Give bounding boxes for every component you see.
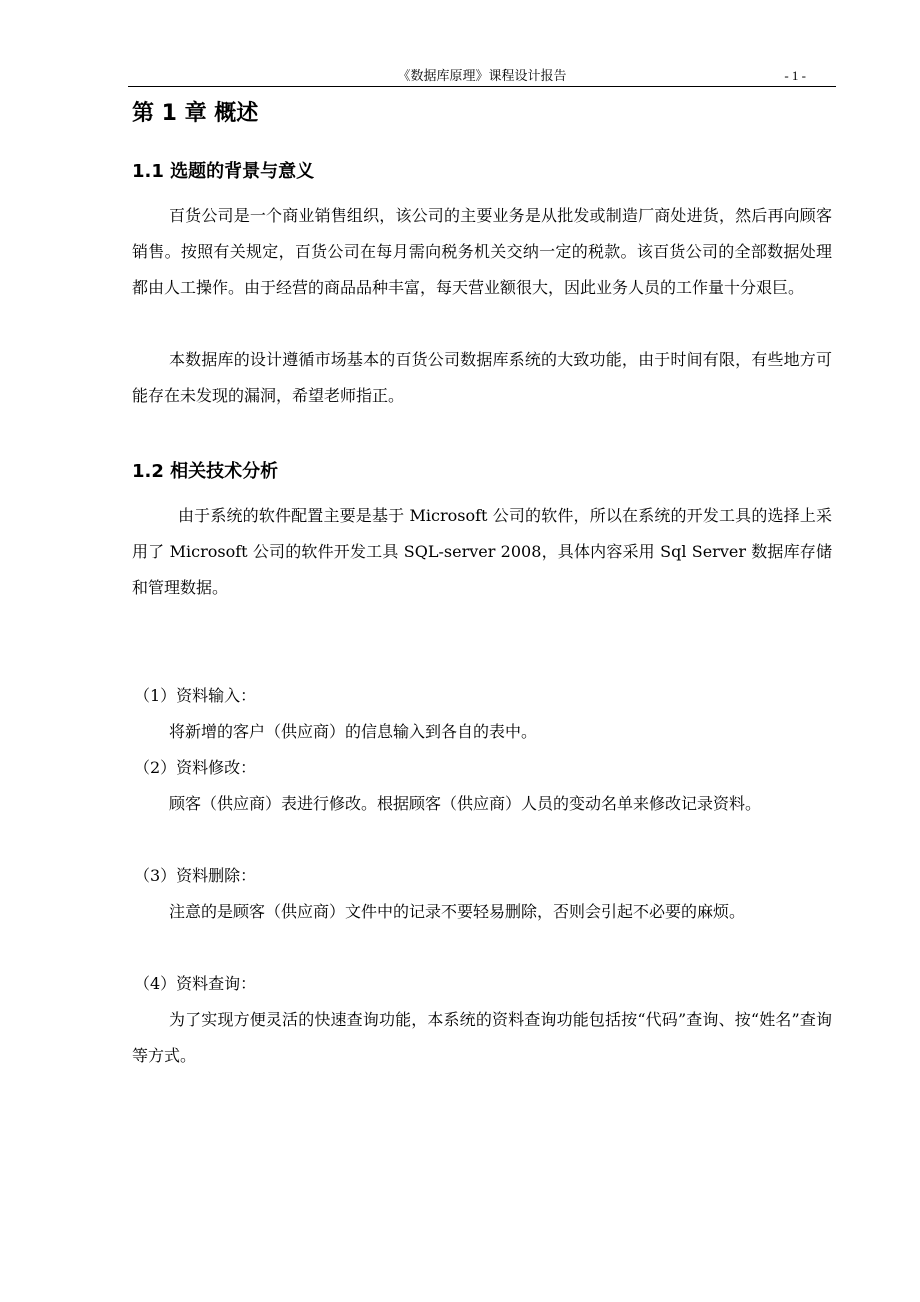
section-title-1-1: 1.1 选题的背景与意义 [132, 161, 315, 182]
section-title-1-2: 1.2 相关技术分析 [132, 461, 279, 482]
chapter-title: 第 1 章 概述 [132, 101, 259, 126]
item-body-modify: 顾客（供应商）表进行修改。根据顾客（供应商）人员的变动名单来修改记录资料。 [169, 794, 762, 813]
section-1-1-paragraph-2: 本数据库的设计遵循市场基本的百货公司数据库系统的大致功能，由于时间有限，有些地方可能存在未发现的漏洞，希望老师指正。 [132, 350, 832, 405]
header-title: 《数据库原理》课程设计报告 [397, 68, 567, 83]
header-divider [128, 86, 836, 87]
page-header [128, 67, 836, 85]
section-1-1-paragraph-1: 百货公司是一个商业销售组织，该公司的主要业务是从批发或制造厂商处进货，然后再向顾客销售。按照有关规定，百货公司在每月需向税务机关交纳一定的税款。该百货公司的全部数据处理都由人工操作。由于经营的商品品种丰富，每天营业额很大，因此业务人员的工作量十分艰巨。 [132, 206, 832, 297]
item-heading-input: （1）资料输入： [134, 686, 257, 705]
item-heading-modify: （2）资料修改： [134, 758, 257, 777]
header-page-number: - 1 - [784, 68, 806, 83]
item-heading-delete: （3）资料删除： [134, 866, 257, 885]
section-1-2-paragraph-1: 由于系统的软件配置主要是基于 Microsoft 公司的软件，所以在系统的开发工具的选择上采用了 Microsoft 公司的软件开发工具 SQL-server 2008，具体内容采用 Sql Server 数据库存储和管理数据。 [132, 506, 832, 597]
item-body-input: 将新增的客户（供应商）的信息输入到各自的表中。 [169, 722, 538, 741]
item-body-delete: 注意的是顾客（供应商）文件中的记录不要轻易删除，否则会引起不必要的麻烦。 [169, 902, 746, 921]
item-heading-query: （4）资料查询： [134, 974, 257, 993]
item-body-query: 为了实现方便灵活的快速查询功能，本系统的资料查询功能包括按“代码”查询、按“姓名”查询等方式。 [132, 1010, 832, 1065]
